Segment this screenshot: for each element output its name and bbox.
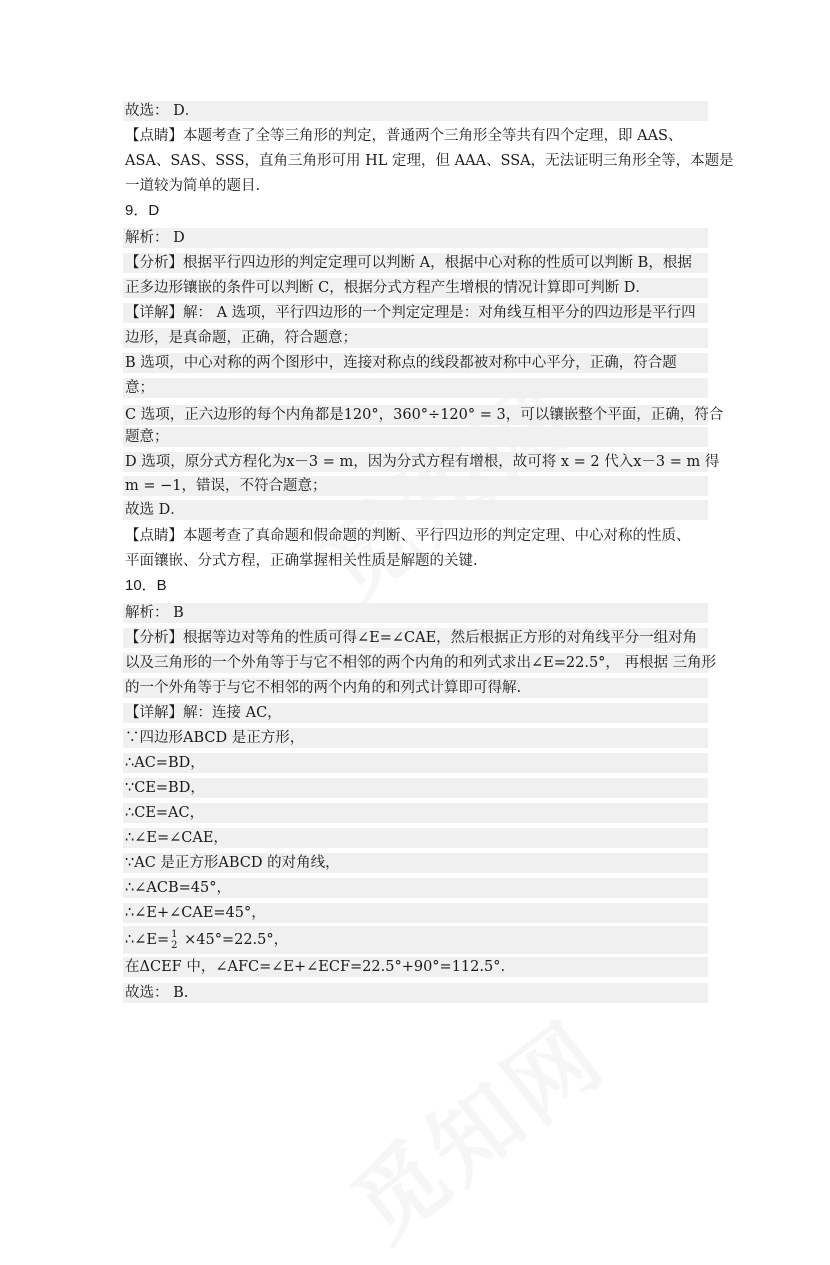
analysis-line: 意；: [123, 378, 708, 398]
fraction-denominator: 2: [171, 940, 178, 951]
fraction-line-prefix: ∴∠E=: [125, 932, 170, 948]
fraction-numerator: 1: [171, 929, 178, 940]
analysis-line: ∵四边形ABCD 是正方形，: [123, 728, 708, 748]
analysis-line: ∴CE=AC，: [123, 803, 708, 823]
answer-line: 故选： D．: [123, 101, 708, 121]
comment-line: 【点睛】本题考查了真命题和假命题的判断、平行四边形的判定定理、中心对称的性质、: [125, 528, 691, 544]
analysis-line: 正多边形镶嵌的条件可以判断 C，根据分式方程产生增根的情况计算即可判断 D．: [123, 278, 708, 298]
analysis-line: C 选项，正六边形的每个内角都是120°，360°÷120° = 3，可以镶嵌整个平面，正确，符合: [125, 407, 724, 423]
watermark: [321, 985, 628, 1265]
analysis-line: 【分析】根据平行四边形的判定定理可以判断 A，根据中心对称的性质可以判断 B，根据: [123, 253, 708, 273]
analysis-line: 【详解】解： A 选项，平行四边形的一个判定定理是：对角线互相平分的四边形是平行四: [123, 303, 708, 323]
analysis-line: 在ΔCEF 中，∠AFC=∠E+∠ECF=22.5°+90°=112.5°.: [123, 957, 708, 977]
question-heading: 10．B: [125, 577, 167, 594]
analysis-line: ∵CE=BD，: [123, 778, 708, 798]
analysis-line: B 选项，中心对称的两个图形中，连接对称点的线段都被对称中心平分，正确，符合题: [123, 353, 708, 373]
comment-line: 【点睛】本题考查了全等三角形的判定，普通两个三角形全等共有四个定理，即 AAS、: [125, 128, 683, 144]
analysis-line: 解析： B: [123, 603, 708, 623]
analysis-line: m = −1，错误，不符合题意；: [123, 476, 708, 496]
analysis-line: ∵AC 是正方形ABCD 的对角线，: [123, 853, 708, 873]
analysis-line: ∴∠E+∠CAE=45°，: [123, 903, 708, 923]
analysis-line: 解析： D: [123, 228, 708, 248]
analysis-line: 题意；: [123, 427, 708, 447]
analysis-line: 的一个外角等于与它不相邻的两个内角的和列式计算即可得解.: [123, 678, 708, 698]
analysis-line: ∴AC=BD，: [123, 753, 708, 773]
analysis-line: 以及三角形的一个外角等于与它不相邻的两个内角的和列式求出∠E=22.5°， 再根据 三角形: [125, 655, 717, 671]
analysis-line: D 选项，原分式方程化为x－3 = m，因为分式方程有增根，故可将 x = 2 代入x－3 = m 得: [125, 454, 720, 470]
analysis-line: 【详解】解：连接 AC，: [123, 703, 708, 723]
fraction-line-suffix: ×45°=22.5°，: [179, 932, 289, 948]
analysis-line: ∴∠ACB=45°，: [123, 878, 708, 898]
analysis-line: ∴∠E=∠CAE，: [123, 828, 708, 848]
analysis-line: 边形，是真命题，正确，符合题意；: [123, 328, 708, 348]
analysis-line: 故选 D．: [123, 500, 708, 520]
comment-line: 一道较为简单的题目.: [125, 178, 261, 194]
analysis-line: 故选： B.: [123, 983, 708, 1003]
fraction-line: [123, 926, 708, 954]
question-heading: 9．D: [125, 202, 160, 219]
comment-line: ASA、SAS、SSS，直角三角形可用 HL 定理，但 AAA、SSA，无法证明三角形全等，本题是: [125, 153, 734, 169]
fraction: [171, 929, 177, 951]
comment-line: 平面镶嵌、分式方程，正确掌握相关性质是解题的关键.: [125, 553, 478, 569]
analysis-line: 【分析】根据等边对等角的性质可得∠E=∠CAE，然后根据正方形的对角线平分一组对角: [123, 628, 708, 648]
